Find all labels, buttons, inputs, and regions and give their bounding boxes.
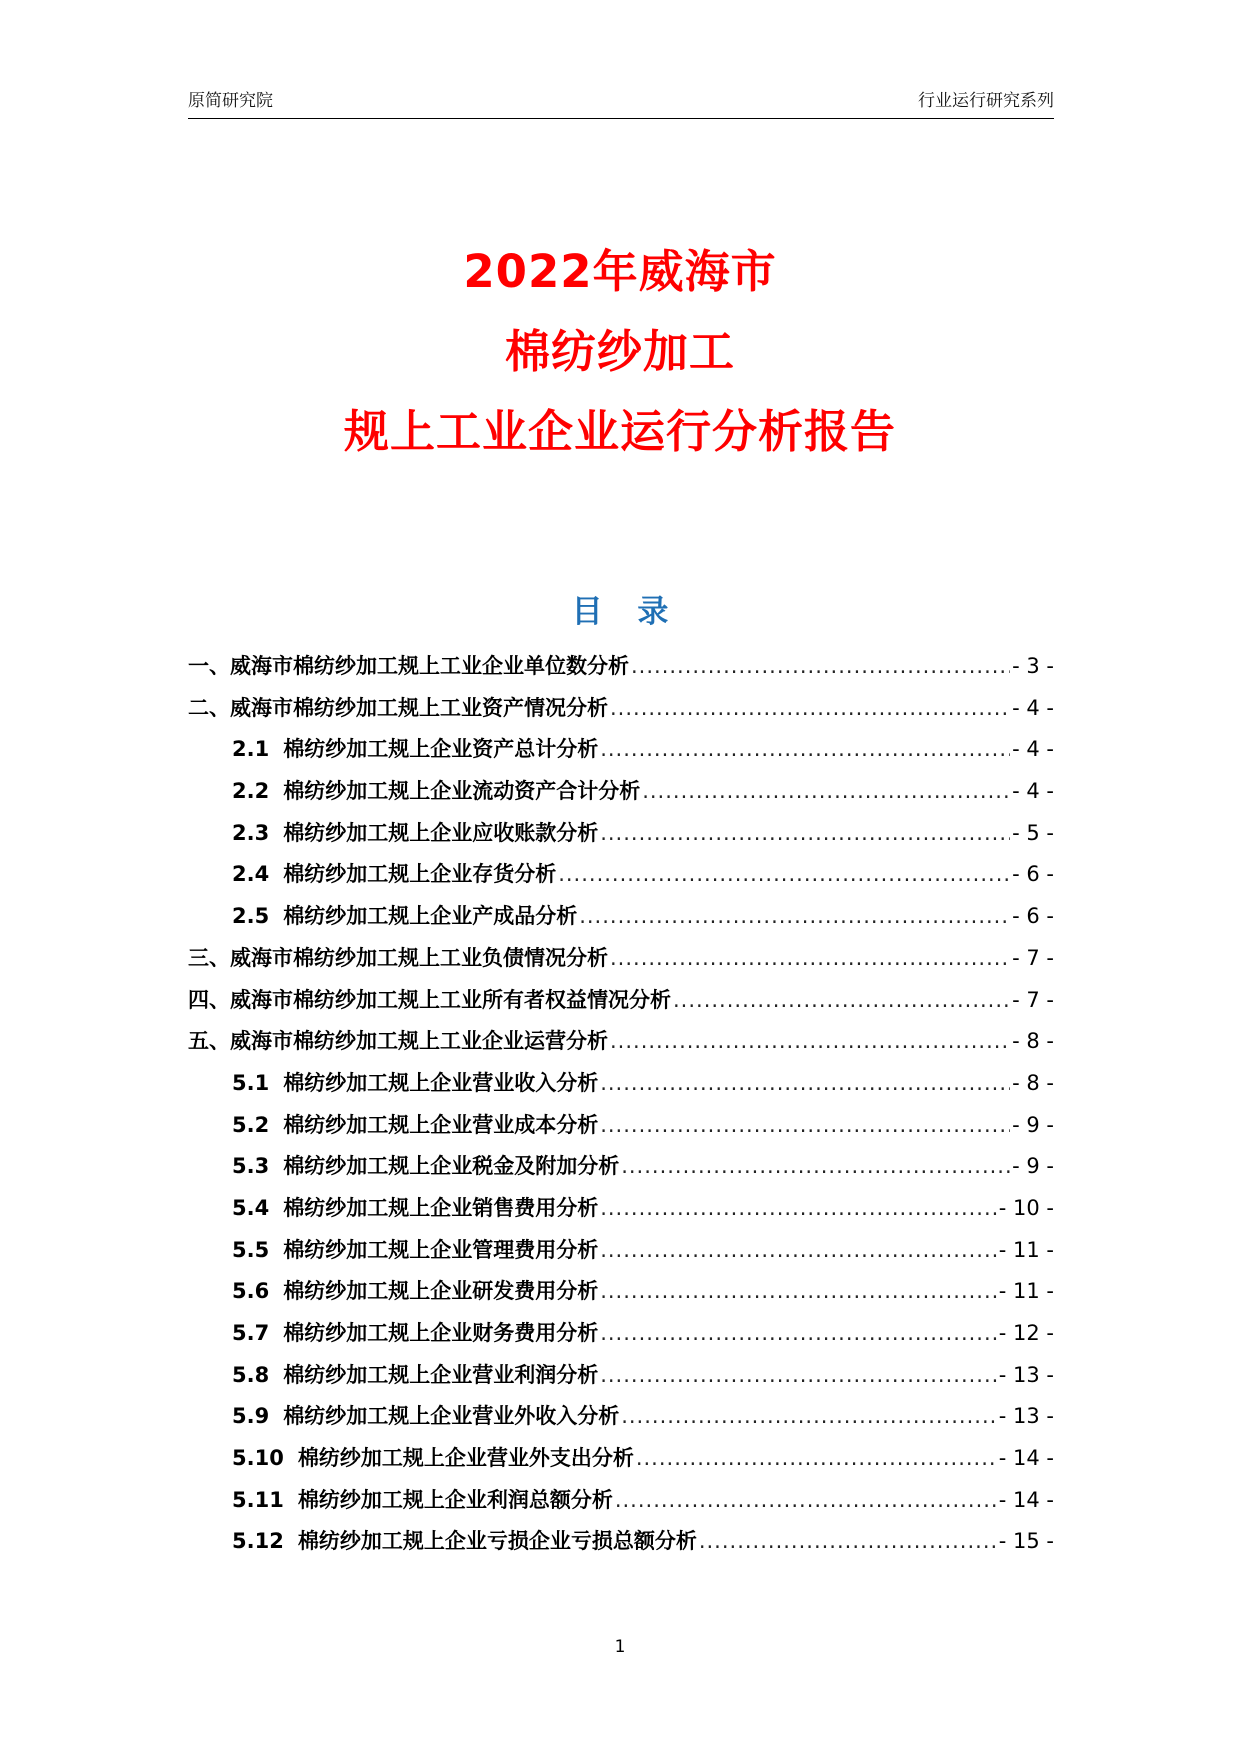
toc-entry-title: 棉纺纱加工规上企业亏损企业亏损总额分析 xyxy=(297,1529,697,1554)
toc-entry-page: - 7 - xyxy=(1012,945,1054,970)
toc-entry[interactable] xyxy=(188,1236,1054,1278)
toc-entry-page: - 4 - xyxy=(1012,779,1054,804)
toc-entry-page: - 3 - xyxy=(1012,654,1054,678)
toc-entry-title: 五、威海市棉纺纱加工规上工业企业运营分析 xyxy=(188,1029,608,1054)
toc-entry-page: - 6 - xyxy=(1012,904,1054,929)
toc-entry-page: - 4 - xyxy=(1012,695,1054,720)
toc-entry-number: 5.11 xyxy=(232,1487,284,1512)
page-number: 1 xyxy=(614,1637,626,1657)
toc-dot-leader xyxy=(600,735,1010,763)
toc-entry-page: - 6 - xyxy=(1012,862,1054,887)
toc-entry-number: 5.2 xyxy=(232,1112,270,1137)
toc-entry-title: 三、威海市棉纺纱加工规上工业负债情况分析 xyxy=(188,945,608,970)
toc-dot-leader xyxy=(600,1111,1010,1139)
toc-entry-number: 5.4 xyxy=(232,1195,270,1220)
toc-dot-leader xyxy=(642,777,1010,805)
toc-entry-page: - 14 - xyxy=(998,1446,1054,1471)
toc-entry-number: 2.5 xyxy=(232,904,270,929)
toc-entry-page: - 8 - xyxy=(1012,1070,1054,1095)
report-title xyxy=(0,232,1240,472)
toc-entry[interactable] xyxy=(188,1319,1054,1361)
toc-entry[interactable] xyxy=(188,1444,1054,1486)
toc-heading: 目 录 xyxy=(571,594,681,630)
toc-entry-page: - 13 - xyxy=(998,1404,1054,1429)
toc-entry[interactable] xyxy=(188,860,1054,902)
toc-entry[interactable] xyxy=(188,1069,1054,1111)
toc-entry[interactable] xyxy=(188,652,1054,694)
toc-dot-leader xyxy=(610,694,1010,722)
toc-entry-title: 棉纺纱加工规上企业税金及附加分析 xyxy=(283,1154,620,1179)
page-header xyxy=(188,88,1054,119)
toc-entry-page: - 8 - xyxy=(1012,1029,1054,1054)
toc-entry-number: 5.12 xyxy=(232,1529,284,1554)
toc-entry-number: 5.1 xyxy=(232,1070,270,1095)
toc-entry-number: 2.1 xyxy=(232,737,270,762)
toc-dot-leader xyxy=(621,1152,1010,1180)
toc-entry[interactable] xyxy=(188,694,1054,736)
toc-dot-leader xyxy=(610,1027,1010,1055)
toc-entry-page: - 4 - xyxy=(1012,737,1054,762)
toc-entry[interactable] xyxy=(188,1152,1054,1194)
toc-entry-number: 2.3 xyxy=(232,820,270,845)
toc-entry-number: 5.3 xyxy=(232,1154,270,1179)
toc-dot-leader xyxy=(673,986,1010,1014)
toc-entry-page: - 5 - xyxy=(1012,820,1054,845)
toc-dot-leader xyxy=(699,1527,997,1555)
toc-entry-title: 棉纺纱加工规上企业营业外收入分析 xyxy=(283,1404,620,1429)
toc-dot-leader xyxy=(615,1486,997,1514)
table-of-contents xyxy=(188,652,1054,1569)
toc-entry-title: 棉纺纱加工规上企业研发费用分析 xyxy=(283,1279,599,1304)
toc-entry-title: 棉纺纱加工规上企业存货分析 xyxy=(283,862,557,887)
toc-entry[interactable] xyxy=(188,944,1054,986)
toc-entry-page: - 11 - xyxy=(998,1237,1054,1262)
toc-entry-page: - 7 - xyxy=(1012,987,1054,1012)
toc-entry-number: 5.8 xyxy=(232,1362,270,1387)
toc-entry-title: 棉纺纱加工规上企业利润总额分析 xyxy=(297,1487,613,1512)
toc-dot-leader xyxy=(610,944,1010,972)
toc-entry-title: 棉纺纱加工规上企业应收账款分析 xyxy=(283,820,599,845)
toc-entry-page: - 10 - xyxy=(998,1195,1054,1220)
toc-entry-page: - 14 - xyxy=(998,1487,1054,1512)
toc-entry-number: 2.4 xyxy=(232,862,270,887)
toc-entry-page: - 15 - xyxy=(998,1529,1054,1554)
toc-entry[interactable] xyxy=(188,1027,1054,1069)
toc-entry-title: 二、威海市棉纺纱加工规上工业资产情况分析 xyxy=(188,695,608,720)
toc-entry[interactable] xyxy=(188,1111,1054,1153)
toc-entry-title: 棉纺纱加工规上企业营业成本分析 xyxy=(283,1112,599,1137)
toc-entry[interactable] xyxy=(188,1486,1054,1528)
toc-entry-title: 棉纺纱加工规上企业营业收入分析 xyxy=(283,1070,599,1095)
toc-entry-page: - 12 - xyxy=(998,1321,1054,1345)
toc-entry-number: 2.2 xyxy=(232,779,270,804)
toc-dot-leader xyxy=(600,1236,997,1264)
toc-entry-page: - 13 - xyxy=(998,1362,1054,1387)
title-line-3: 规上工业企业运行分析报告 xyxy=(343,405,896,458)
toc-entry-page: - 9 - xyxy=(1012,1154,1054,1179)
toc-entry[interactable] xyxy=(188,902,1054,944)
toc-entry[interactable] xyxy=(188,1527,1054,1569)
toc-entry-title: 棉纺纱加工规上企业销售费用分析 xyxy=(283,1195,599,1220)
toc-entry-number: 5.5 xyxy=(232,1237,270,1262)
toc-dot-leader xyxy=(600,1194,997,1222)
toc-dot-leader xyxy=(600,819,1010,847)
toc-entry[interactable] xyxy=(188,1361,1054,1403)
toc-entry-page: - 9 - xyxy=(1012,1112,1054,1137)
toc-dot-leader xyxy=(600,1277,997,1305)
toc-dot-leader xyxy=(579,902,1010,930)
toc-entry[interactable] xyxy=(188,986,1054,1028)
toc-entry[interactable] xyxy=(188,819,1054,861)
toc-entry-number: 5.9 xyxy=(232,1404,270,1429)
toc-entry[interactable] xyxy=(188,735,1054,777)
toc-entry-title: 棉纺纱加工规上企业营业外支出分析 xyxy=(297,1446,634,1471)
toc-entry[interactable] xyxy=(188,1194,1054,1236)
toc-entry-title: 四、威海市棉纺纱加工规上工业所有者权益情况分析 xyxy=(188,987,671,1012)
toc-dot-leader xyxy=(621,1402,997,1430)
toc-entry-number: 5.7 xyxy=(232,1321,270,1345)
toc-entry-number: 5.10 xyxy=(232,1446,284,1471)
toc-entry-title: 棉纺纱加工规上企业资产总计分析 xyxy=(283,737,599,762)
toc-entry-page: - 11 - xyxy=(998,1279,1054,1304)
toc-entry-title: 棉纺纱加工规上企业产成品分析 xyxy=(283,904,578,929)
toc-entry-number: 5.6 xyxy=(232,1279,270,1304)
toc-dot-leader xyxy=(600,1361,997,1389)
toc-entry-title: 棉纺纱加工规上企业财务费用分析 xyxy=(283,1321,599,1345)
toc-entry-title: 棉纺纱加工规上企业流动资产合计分析 xyxy=(283,779,641,804)
title-line-2: 棉纺纱加工 xyxy=(504,325,735,378)
toc-entry[interactable] xyxy=(188,777,1054,819)
toc-entry[interactable] xyxy=(188,1277,1054,1319)
header-series: 行业运行研究系列 xyxy=(918,91,1054,111)
title-line-1: 2022年威海市 xyxy=(463,245,777,298)
toc-entry-title: 一、威海市棉纺纱加工规上工业企业单位数分析 xyxy=(188,654,629,678)
toc-entry-title: 棉纺纱加工规上企业管理费用分析 xyxy=(283,1237,599,1262)
toc-dot-leader xyxy=(600,1069,1010,1097)
header-publisher: 原简研究院 xyxy=(188,91,273,111)
toc-dot-leader xyxy=(631,652,1010,680)
toc-dot-leader xyxy=(636,1444,997,1472)
toc-dot-leader xyxy=(558,860,1010,888)
toc-entry-title: 棉纺纱加工规上企业营业利润分析 xyxy=(283,1362,599,1387)
toc-dot-leader xyxy=(600,1319,997,1347)
toc-entry[interactable] xyxy=(188,1402,1054,1444)
